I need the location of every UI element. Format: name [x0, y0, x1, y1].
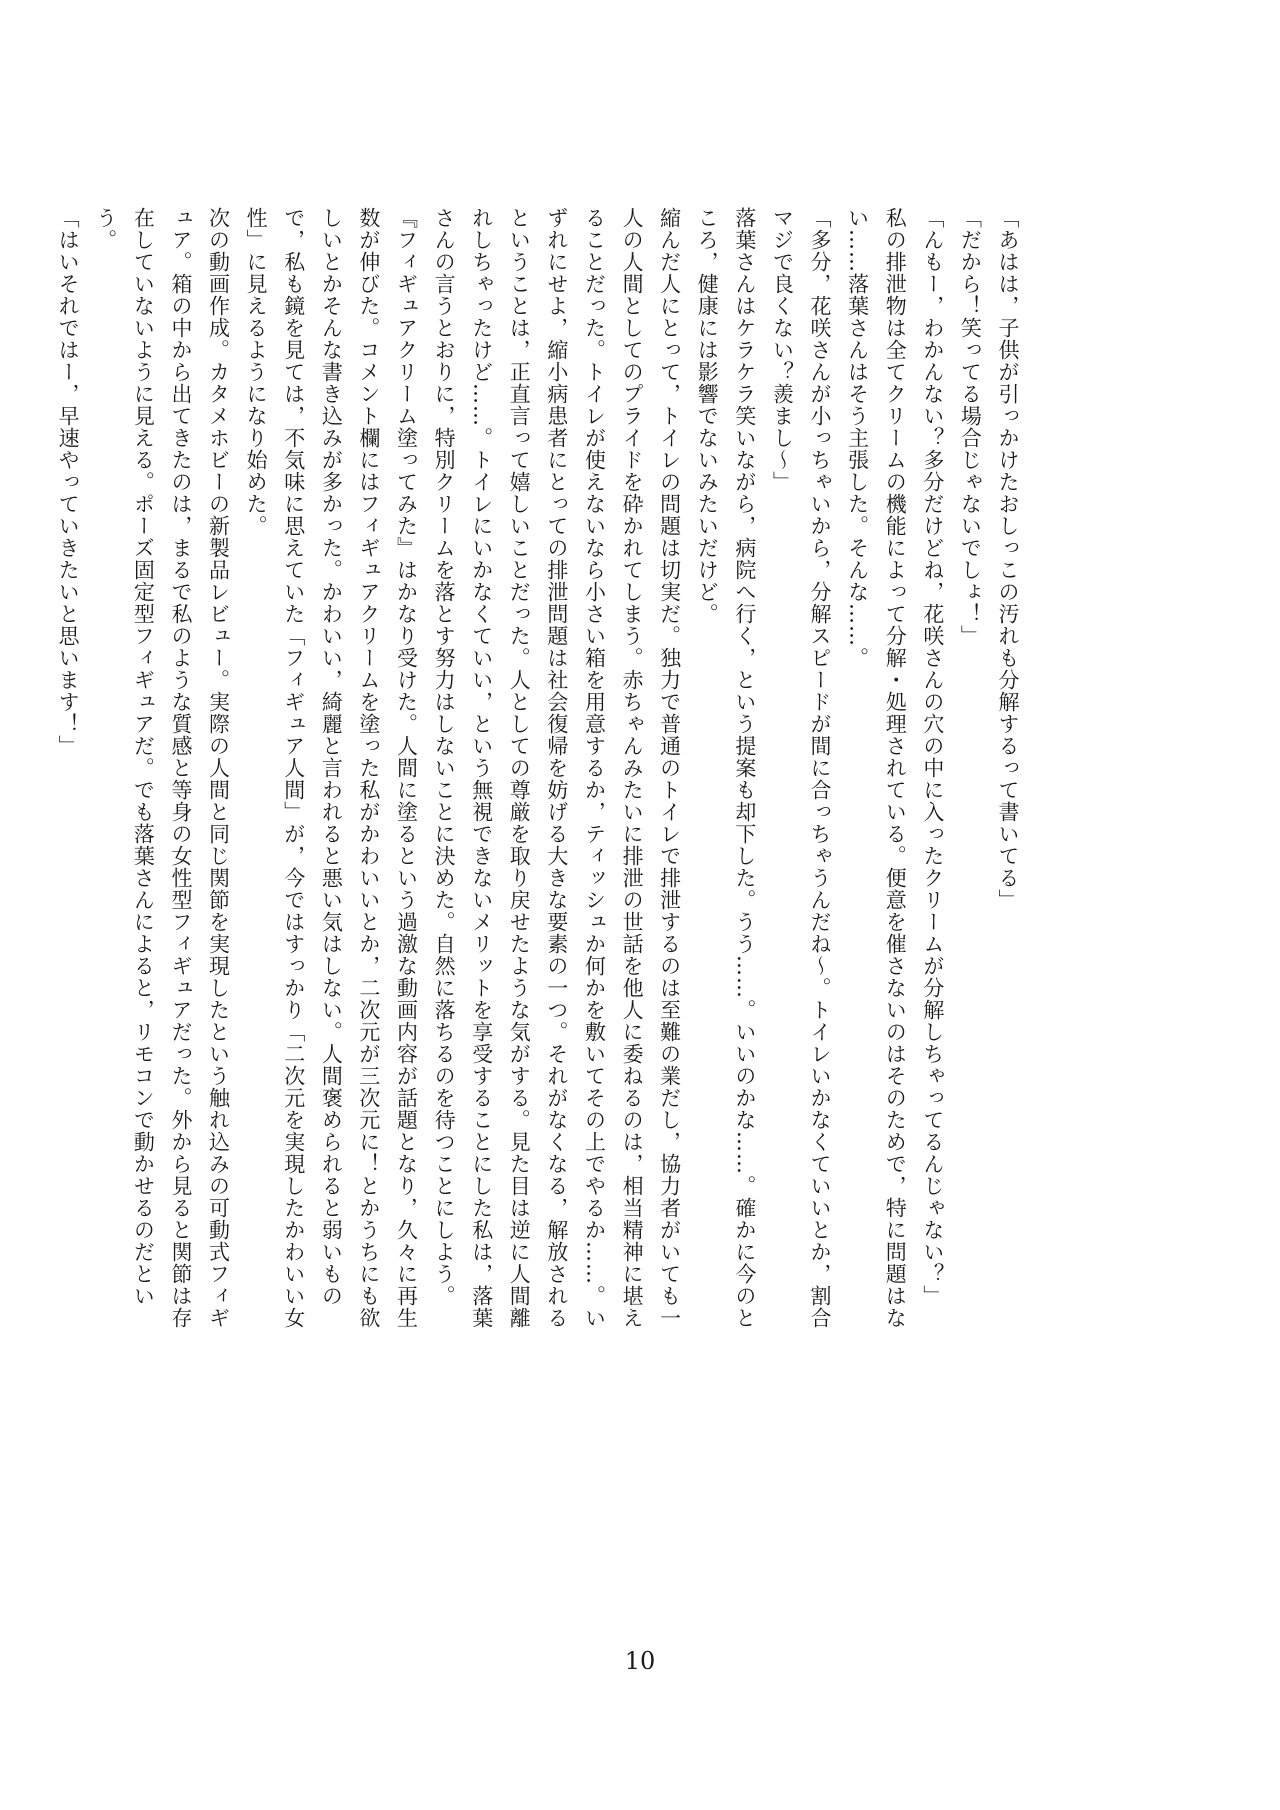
- page-number: 10: [624, 1647, 656, 1675]
- paragraph: 私の排泄物は全てクリームの機能によって分解・処理されている。便意を催さないのはそのためで，特に問題はない……落葉さんはそう主張した。そんな……。: [845, 207, 908, 1329]
- paragraph: 「だから！笑ってる場合じゃないでしょ！」: [958, 207, 983, 647]
- paragraph: 落葉さんはケラケラ笑いながら，病院へ行く，という提案も却下した。うう……。いいのかな……。確かに今のところ，健康には影響でないみたいだけど。: [695, 207, 757, 1329]
- paragraph: 次の動画作成。カタメホビーの新製品レビュー。実際の人間と同じ関節を実現したという触れ込みの可動式フィギュア。箱の中から出てきたのは，まるで私のような質感と等身の女性型フィギュアだった。外から見ると関節は存在していないように見える。ポーズ固定型フィギュアだ。でも落葉さんによると，リモコンで動かせるのだという。: [93, 207, 231, 1329]
- paragraph: 「はいそれではー，早速やっていきたいと思います！」: [56, 207, 81, 757]
- paragraph: 「多分，花咲さんが小っちゃいから，分解スピードが間に合っちゃうんだね〜。トイレいかなくていいとか，割合マジで良くない？羨まし〜」: [770, 207, 833, 1329]
- paragraph: 『フィギュアクリーム塗ってみた』はかなり受けた。人間に塗るという過激な動画内容が話題となり，久々に再生数が伸びた。コメント欄にはフィギュアクリームを塗った私がかわいいとか，二次元が三次元に！とかうちにも欲しいとかそんな書き込みが多かった。かわいい，綺麗と言われると悪い気はしない。人間褒められると弱いもので，私も鏡を見ては，不気味に思えていた「フィギュア人間」が，今ではすっかり「二次元を実現したかわいい女性」に見えるようになり始めた。: [244, 207, 419, 1329]
- paragraph: 「んもー，わかんない？多分だけどね，花咲さんの穴の中に入ったクリームが分解しちゃってるんじゃない？」: [920, 207, 945, 1307]
- paragraph: 「あはは，子供が引っかけたおしっこの汚れも分解するって書いてる」: [996, 207, 1020, 911]
- body-text: [56, 207, 1026, 1332]
- paragraph: 縮んだ人にとって，トイレの問題は切実だ。独力で普通のトイレで排泄するのは至難の業だし，協力者がいても一人の人間としてのプライドを砕かれてしまう。赤ちゃんみたいに排泄の世話を他人に委ねるのは，相当精神に堪えることだった。トイレが使えないなら小さい箱を用意するか，ティッシュか何かを敷いてその上でやるか……。いずれにせよ，縮小病患者にとっての排泄問題は社会復帰を妨げる大きな要素の一つ。それがなくなる，解放されるということは，正直言って嬉しいことだった。人としての尊厳を取り戻せたような気がする。見た目は逆に人間離れしちゃったけど……。トイレにいかなくていい，という無視できないメリットを享受することにした私は，落葉さんの言うとおりに，特別クリームを落とす努力はしないことに決めた。自然に落ちるのを待つことにしよう。: [432, 207, 682, 1329]
